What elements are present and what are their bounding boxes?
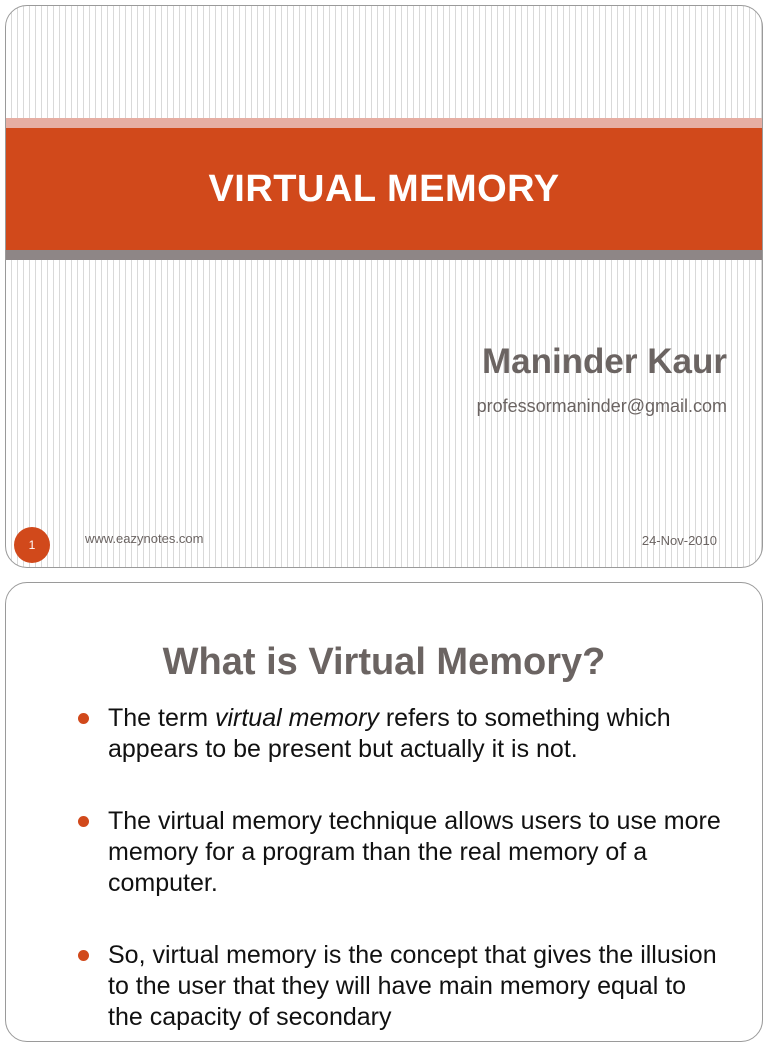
list-item xyxy=(78,806,722,899)
footer-date: 24-Nov-2010 xyxy=(641,533,717,548)
author-email: professormaninder@gmail.com xyxy=(476,396,727,416)
list-item xyxy=(78,940,722,1033)
list-item xyxy=(78,703,722,765)
title-band-top-stripe xyxy=(6,118,762,128)
footer-website: www.eazynotes.com xyxy=(85,531,204,546)
bullet-text: So, virtual memory is the concept that gives the illusion to the user that they will have main memory equal to the capacity of secondary xyxy=(108,941,717,1031)
bullet-text: The virtual memory technique allows users to use more memory for a program than the real memory of a computer. xyxy=(108,807,721,897)
author-name: Maninder Kaur xyxy=(481,342,727,381)
title-band xyxy=(6,128,762,250)
bullet-icon xyxy=(78,713,89,724)
bullet-text-pre: The term xyxy=(108,704,215,732)
slide-heading: What is Virtual Memory? xyxy=(162,641,606,683)
bullet-icon xyxy=(78,816,89,827)
page-number-badge xyxy=(14,527,50,563)
page-number: 1 xyxy=(28,538,36,552)
bullet-emphasis: virtual memory xyxy=(214,704,379,732)
content-slide xyxy=(5,582,763,1042)
bullet-icon xyxy=(78,950,89,961)
bullet-list xyxy=(78,703,722,1042)
slide-title: VIRTUAL MEMORY xyxy=(208,167,560,210)
title-band-bottom-stripe xyxy=(6,250,762,260)
title-slide xyxy=(5,5,763,568)
bullet-text-post: refers to something which appears to be present but actually it is not. xyxy=(108,704,671,763)
